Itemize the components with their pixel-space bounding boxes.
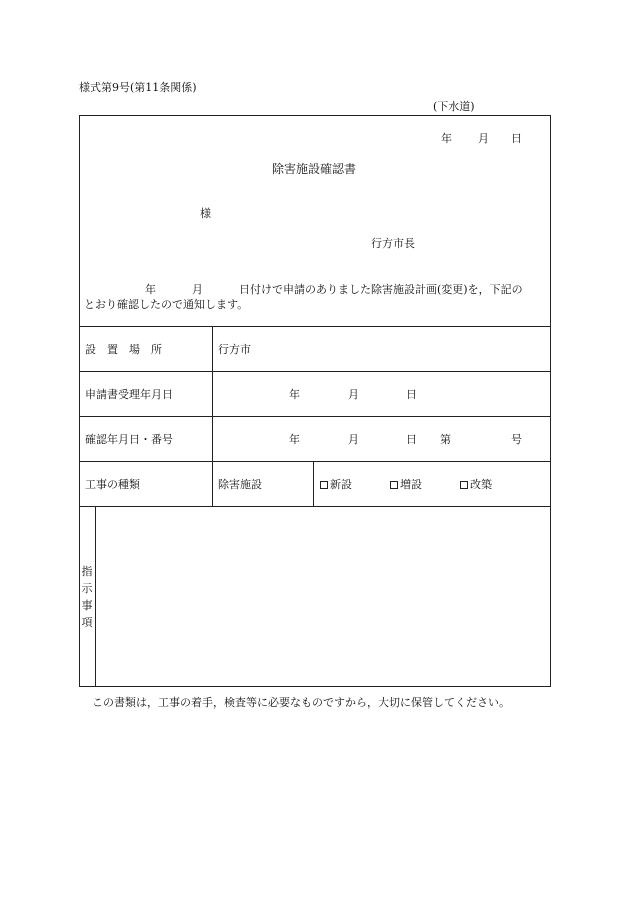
body-month: 月	[192, 283, 203, 296]
received-month: 月	[348, 388, 359, 401]
confirmed-number-suffix: 号	[511, 433, 522, 446]
addressee-suffix: 様	[200, 207, 211, 220]
instructions-label	[79, 563, 95, 631]
checkbox-icon	[460, 481, 468, 489]
confirmed-number-prefix: 第	[440, 433, 451, 446]
document-title: 除害施設確認書	[272, 162, 357, 176]
row-divider	[79, 371, 551, 372]
checkbox-option-new[interactable]	[320, 479, 352, 490]
option-label: 増設	[400, 478, 422, 491]
work-type-label: 工事の種類	[85, 478, 140, 491]
option-label: 新設	[330, 478, 352, 491]
row-divider	[79, 461, 551, 462]
row-divider	[79, 326, 551, 327]
body-text-line1: 日付けで申請のありました除害施設計画(変更)を，下記の	[239, 283, 523, 296]
location-label: 設 置 場 所	[85, 343, 162, 356]
received-day: 日	[406, 388, 417, 401]
body-year: 年	[145, 283, 156, 296]
checkbox-icon	[320, 481, 328, 489]
received-year: 年	[289, 388, 300, 401]
confirmed-label: 確認年月日・番号	[85, 433, 173, 446]
received-label: 申請書受理年月日	[85, 388, 173, 401]
location-value: 行方市	[218, 343, 251, 356]
column-divider	[212, 326, 213, 506]
instructions-char: 事	[81, 599, 93, 612]
date-year: 年	[441, 132, 452, 145]
instructions-char: 項	[81, 616, 93, 629]
instructions-area[interactable]	[96, 507, 550, 686]
body-text-line2: とおり確認したので通知します。	[84, 298, 249, 311]
form-number: 様式第9号(第11条関係)	[79, 81, 197, 94]
confirmed-day: 日	[406, 433, 417, 446]
issuer: 行方市長	[371, 237, 415, 250]
row-divider	[79, 416, 551, 417]
option-label: 改築	[470, 478, 492, 491]
checkbox-icon	[390, 481, 398, 489]
instructions-char: 指	[81, 565, 93, 578]
column-divider	[313, 461, 314, 506]
checkbox-option-extension[interactable]	[390, 479, 422, 490]
date-day: 日	[511, 132, 522, 145]
category-label: (下水道)	[433, 100, 475, 113]
confirmed-year: 年	[289, 433, 300, 446]
work-type-value: 除害施設	[218, 478, 262, 491]
date-month: 月	[478, 132, 489, 145]
instructions-char: 示	[81, 582, 93, 595]
footnote: この書類は，工事の着手，検査等に必要なものですから，大切に保管してください。	[92, 696, 510, 709]
confirmed-month: 月	[348, 433, 359, 446]
checkbox-option-renovation[interactable]	[460, 479, 492, 490]
